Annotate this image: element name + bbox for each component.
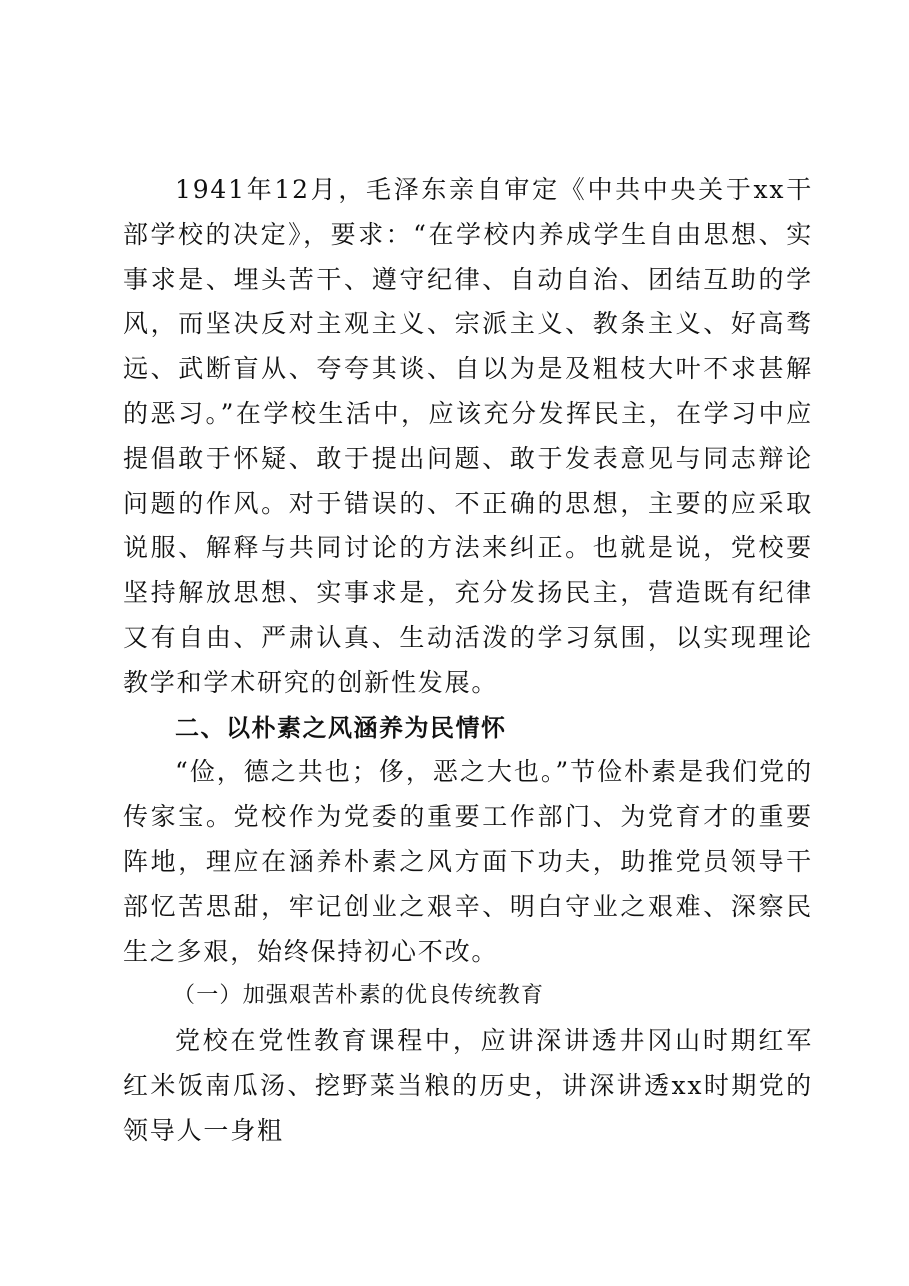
subsection-heading-one: （一）加强艰苦朴素的优良传统教育 bbox=[173, 983, 545, 1009]
section-heading-two: 二、以朴素之风涵养为民情怀 bbox=[175, 713, 507, 742]
document-body bbox=[123, 168, 813, 1154]
paragraph-dangxing-education: 党校在党性教育课程中，应讲深讲透井冈山时期红军红米饭南瓜汤、挖野菜当粮的历史，讲深讲透xx时期党的领导人一身粗 bbox=[123, 1026, 813, 1145]
paragraph-xuefeng: 1941年12月，毛泽东亲自审定《中共中央关于xx干部学校的决定》，要求：“在学校内养成学生自由思想、实事求是、埋头苦干、遵守纪律、自动自治、团结互助的学风，而坚决反对主观主义、宗派主义、教条主义、好高骛远、武断盲从、夸夸其谈、自以为是及粗枝大叶不求甚解的恶习。”在学校生活中，应该充分发挥民主，在学习中应提倡敢于怀疑、敢于提出问题、敢于发表意见与同志辩论问题的作风。对于错误的、不正确的思想，主要的应采取说服、解释与共同讨论的方法来纠正。也就是说，党校要坚持解放思想、实事求是，充分发扬民主，营造既有纪律又有自由、严肃认真、生动活泼的学习氛围，以实现理论教学和学术研究的创新性发展。 bbox=[123, 175, 813, 697]
paragraph-jianpu: “俭，德之共也；侈，恶之大也。”节俭朴素是我们党的传家宝。党校作为党委的重要工作部门、为党育才的重要阵地，理应在涵养朴素之风方面下功夫，助推党员领导干部忆苦思甜，牢记创业之艰辛、明白守业之艰难、深察民生之多艰，始终保持初心不改。 bbox=[123, 757, 813, 966]
